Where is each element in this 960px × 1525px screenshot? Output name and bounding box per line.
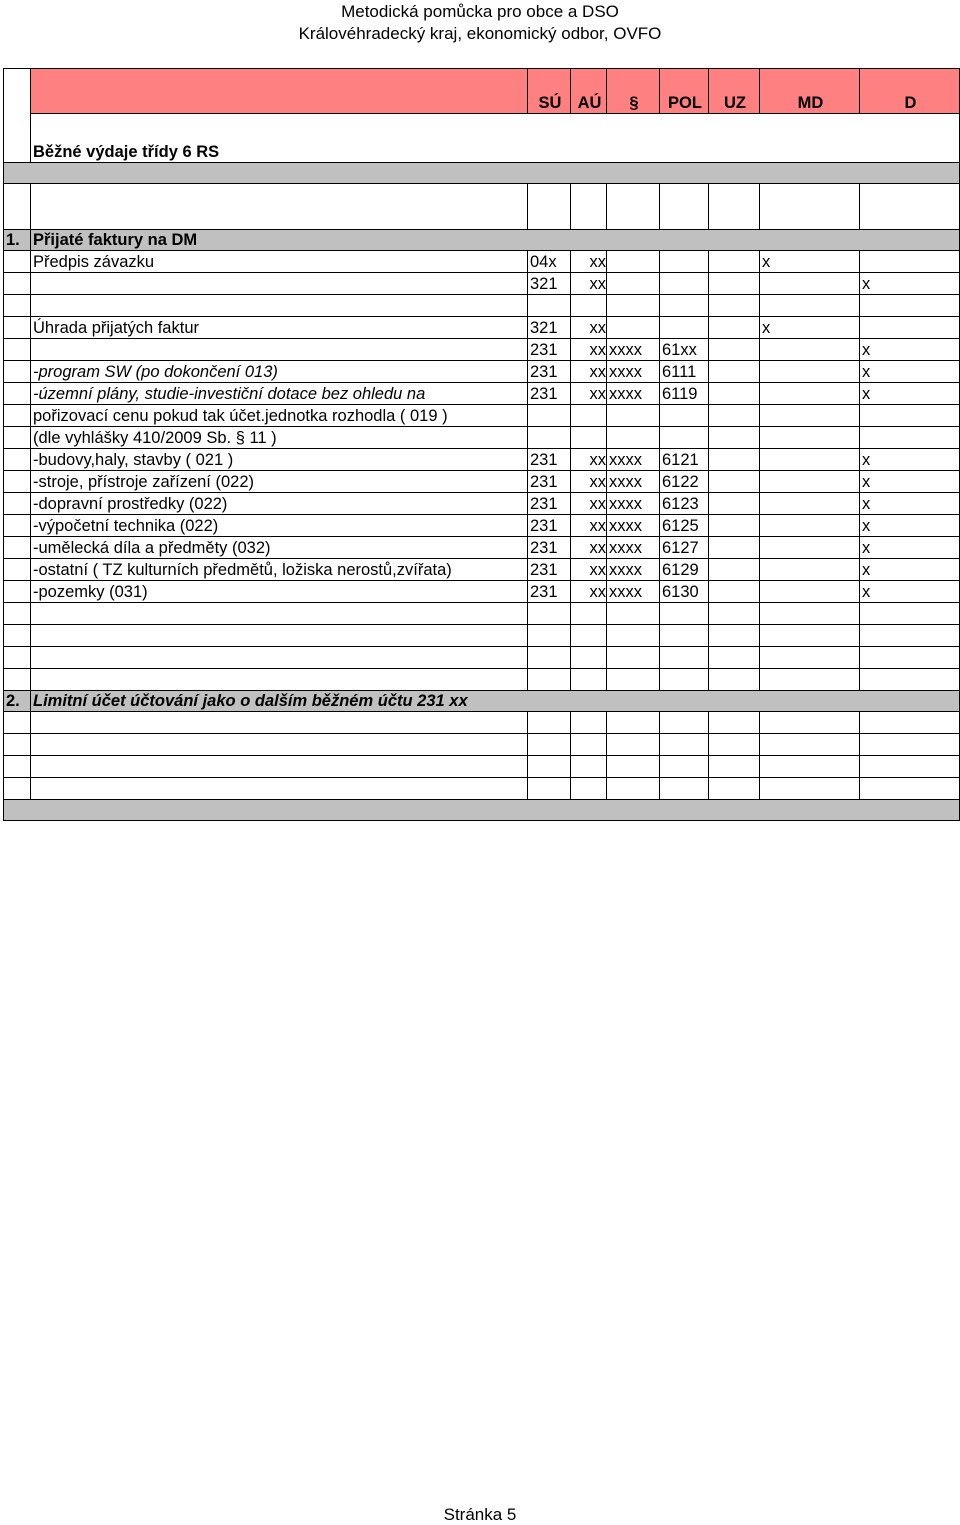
row-text: -dopravní prostředky (022) — [31, 493, 528, 515]
cell-pol — [660, 405, 709, 427]
cell-d — [860, 427, 960, 449]
cell-paragraf: xxxx — [607, 515, 660, 537]
cell-paragraf: xxxx — [607, 537, 660, 559]
cell-su: 231 — [528, 471, 571, 493]
cell-uz — [709, 603, 760, 625]
gray-footer-row — [4, 800, 960, 821]
table-row — [4, 712, 960, 734]
section1-number: 1. — [4, 230, 31, 251]
cell-su: 231 — [528, 559, 571, 581]
cell-d: x — [860, 449, 960, 471]
cell-paragraf — [607, 603, 660, 625]
row-number-cell — [4, 493, 31, 515]
cell-d — [860, 405, 960, 427]
cell-au: xx — [571, 515, 607, 537]
cell-paragraf: xxxx — [607, 339, 660, 361]
cell-md: x — [760, 317, 860, 339]
table-row — [4, 669, 960, 691]
row-number-cell — [4, 361, 31, 383]
row-number-cell — [4, 449, 31, 471]
row-number-cell — [4, 383, 31, 405]
cell-au — [571, 647, 607, 669]
cell-md — [760, 427, 860, 449]
cell-au: xx — [571, 537, 607, 559]
row-text — [31, 647, 528, 669]
cell-md — [760, 383, 860, 405]
cell-md — [760, 493, 860, 515]
cell-su — [528, 669, 571, 691]
cell-md — [760, 405, 860, 427]
cell-su: 231 — [528, 493, 571, 515]
cell-paragraf — [607, 427, 660, 449]
cell-au: xx — [571, 471, 607, 493]
gray-separator — [4, 163, 960, 184]
table-row — [4, 778, 960, 800]
blank-cell — [31, 712, 528, 734]
cell-pol: 6119 — [660, 383, 709, 405]
blank-cell — [760, 184, 860, 230]
table-row — [4, 295, 960, 317]
table-row — [4, 603, 960, 625]
cell-au — [571, 625, 607, 647]
cell-d: x — [860, 383, 960, 405]
blank-cell — [709, 734, 760, 756]
cell-paragraf: xxxx — [607, 581, 660, 603]
row-text — [31, 603, 528, 625]
blank-cell — [760, 712, 860, 734]
cell-su: 231 — [528, 383, 571, 405]
row-text — [31, 625, 528, 647]
header-blank — [31, 69, 528, 114]
table-row — [4, 361, 960, 383]
row-text: pořizovací cenu pokud tak účet.jednotka rozhodla ( 019 ) — [31, 405, 528, 427]
cell-pol: 6121 — [660, 449, 709, 471]
blank-cell — [860, 712, 960, 734]
cell-d: x — [860, 515, 960, 537]
cell-su — [528, 405, 571, 427]
blank-cell — [709, 712, 760, 734]
cell-md — [760, 537, 860, 559]
row-text: -budovy,haly, stavby ( 021 ) — [31, 449, 528, 471]
cell-uz — [709, 493, 760, 515]
accounting-table — [3, 68, 960, 821]
cell-paragraf — [607, 251, 660, 273]
cell-pol: 6125 — [660, 515, 709, 537]
cell-d: x — [860, 493, 960, 515]
gray-footer — [4, 800, 960, 821]
cell-uz — [709, 405, 760, 427]
cell-paragraf — [607, 273, 660, 295]
table-row — [4, 734, 960, 756]
blank-cell — [571, 712, 607, 734]
cell-uz — [709, 581, 760, 603]
section1-row — [4, 230, 960, 251]
cell-au: xx — [571, 449, 607, 471]
cell-paragraf — [607, 317, 660, 339]
blank-cell — [4, 756, 31, 778]
cell-uz — [709, 559, 760, 581]
row-number-cell — [4, 471, 31, 493]
page-footer: Stránka 5 — [443, 1505, 517, 1524]
cell-uz — [709, 251, 760, 273]
blank-cell — [528, 712, 571, 734]
cell-paragraf: xxxx — [607, 471, 660, 493]
blank-cell — [660, 712, 709, 734]
section2-label: Limitní účet účtování jako o dalším běžném účtu 231 xx — [31, 691, 960, 712]
table-row — [4, 581, 960, 603]
row-text: Úhrada přijatých faktur — [31, 317, 528, 339]
table-row — [4, 273, 960, 295]
cell-paragraf — [607, 405, 660, 427]
blank-cell — [860, 734, 960, 756]
cell-pol — [660, 273, 709, 295]
cell-uz — [709, 669, 760, 691]
cell-pol — [660, 647, 709, 669]
cell-pol — [660, 317, 709, 339]
blank-cell — [571, 778, 607, 800]
blank-cell — [31, 184, 528, 230]
row-text — [31, 669, 528, 691]
cell-paragraf: xxxx — [607, 493, 660, 515]
cell-md — [760, 361, 860, 383]
cell-uz — [709, 361, 760, 383]
cell-su — [528, 647, 571, 669]
cell-su — [528, 603, 571, 625]
cell-paragraf — [607, 295, 660, 317]
cell-au: xx — [571, 559, 607, 581]
cell-uz — [709, 273, 760, 295]
blank-cell — [528, 184, 571, 230]
cell-au: xx — [571, 361, 607, 383]
section2-number: 2. — [4, 691, 31, 712]
cell-uz — [709, 317, 760, 339]
cell-d — [860, 251, 960, 273]
doc-header-line1: Metodická pomůcka pro obce a DSO — [341, 2, 619, 21]
table-row — [4, 405, 960, 427]
corner-cell — [4, 69, 31, 163]
row-text: -stroje, přístroje zařízení (022) — [31, 471, 528, 493]
cell-d: x — [860, 537, 960, 559]
cell-pol: 6127 — [660, 537, 709, 559]
blank-cell — [660, 184, 709, 230]
cell-uz — [709, 427, 760, 449]
blank-cell — [709, 184, 760, 230]
blank-cell — [660, 756, 709, 778]
blank-cell — [760, 756, 860, 778]
blank-row — [4, 184, 960, 230]
table-row — [4, 317, 960, 339]
row-number-cell — [4, 339, 31, 361]
row-number-cell — [4, 669, 31, 691]
cell-su — [528, 295, 571, 317]
row-number-cell — [4, 515, 31, 537]
table-row — [4, 383, 960, 405]
cell-d — [860, 295, 960, 317]
blank-cell — [4, 712, 31, 734]
cell-d: x — [860, 581, 960, 603]
cell-paragraf: xxxx — [607, 449, 660, 471]
row-number-cell — [4, 647, 31, 669]
cell-pol — [660, 669, 709, 691]
cell-su: 231 — [528, 339, 571, 361]
row-number-cell — [4, 273, 31, 295]
row-text: -ostatní ( TZ kulturních předmětů, ložiska nerostů,zvířata) — [31, 559, 528, 581]
cell-su: 04x — [528, 251, 571, 273]
doc-header-line2: Královéhradecký kraj, ekonomický odbor, OVFO — [298, 24, 662, 43]
cell-pol: 6123 — [660, 493, 709, 515]
cell-d — [860, 647, 960, 669]
cell-d — [860, 625, 960, 647]
blank-cell — [4, 734, 31, 756]
row-text: -program SW (po dokončení 013) — [31, 361, 528, 383]
cell-md — [760, 603, 860, 625]
cell-uz — [709, 537, 760, 559]
table-row — [4, 515, 960, 537]
cell-md: x — [760, 251, 860, 273]
row-number-cell — [4, 251, 31, 273]
blank-cell — [571, 734, 607, 756]
cell-d: x — [860, 471, 960, 493]
cell-d: x — [860, 273, 960, 295]
col-au: AÚ — [571, 69, 607, 114]
table-row — [4, 493, 960, 515]
blank-cell — [528, 778, 571, 800]
cell-au: xx — [571, 339, 607, 361]
blank-cell — [607, 756, 660, 778]
row-number-cell — [4, 581, 31, 603]
cell-pol: 61xx — [660, 339, 709, 361]
header-row — [4, 69, 960, 114]
gray-separator-row — [4, 163, 960, 184]
cell-md — [760, 647, 860, 669]
cell-paragraf — [607, 647, 660, 669]
cell-au — [571, 295, 607, 317]
cell-uz — [709, 625, 760, 647]
cell-md — [760, 295, 860, 317]
cell-uz — [709, 339, 760, 361]
cell-su: 321 — [528, 273, 571, 295]
table-row — [4, 471, 960, 493]
table-row — [4, 559, 960, 581]
cell-md — [760, 515, 860, 537]
cell-uz — [709, 383, 760, 405]
blank-cell — [607, 184, 660, 230]
blank-cell — [709, 756, 760, 778]
title-row — [4, 114, 960, 163]
cell-su: 231 — [528, 449, 571, 471]
cell-md — [760, 581, 860, 603]
row-text: -výpočetní technika (022) — [31, 515, 528, 537]
cell-pol: 6129 — [660, 559, 709, 581]
cell-su — [528, 625, 571, 647]
cell-pol: 6130 — [660, 581, 709, 603]
row-number-cell — [4, 405, 31, 427]
cell-au: xx — [571, 581, 607, 603]
table-row — [4, 427, 960, 449]
row-number-cell — [4, 603, 31, 625]
cell-paragraf: xxxx — [607, 559, 660, 581]
cell-pol — [660, 295, 709, 317]
row-number-cell — [4, 537, 31, 559]
cell-uz — [709, 449, 760, 471]
col-su: SÚ — [528, 69, 571, 114]
table-row — [4, 339, 960, 361]
cell-md — [760, 559, 860, 581]
cell-paragraf — [607, 669, 660, 691]
blank-cell — [660, 734, 709, 756]
col-md: MD — [760, 69, 860, 114]
cell-d: x — [860, 361, 960, 383]
cell-au — [571, 405, 607, 427]
blank-cell — [528, 734, 571, 756]
cell-su: 231 — [528, 361, 571, 383]
cell-uz — [709, 515, 760, 537]
blank-cell — [31, 734, 528, 756]
row-number-cell — [4, 625, 31, 647]
cell-su: 231 — [528, 515, 571, 537]
cell-su: 231 — [528, 581, 571, 603]
row-text: -pozemky (031) — [31, 581, 528, 603]
cell-pol — [660, 251, 709, 273]
row-number-cell — [4, 427, 31, 449]
cell-pol — [660, 427, 709, 449]
blank-cell — [760, 734, 860, 756]
cell-au: xx — [571, 273, 607, 295]
blank-cell — [760, 778, 860, 800]
blank-cell — [660, 778, 709, 800]
cell-d: x — [860, 339, 960, 361]
blank-cell — [860, 778, 960, 800]
cell-md — [760, 449, 860, 471]
cell-md — [760, 273, 860, 295]
row-number-cell — [4, 559, 31, 581]
cell-au: xx — [571, 493, 607, 515]
cell-su — [528, 427, 571, 449]
cell-d: x — [860, 559, 960, 581]
blank-cell — [528, 756, 571, 778]
cell-paragraf — [607, 625, 660, 647]
blank-cell — [31, 778, 528, 800]
cell-pol: 6122 — [660, 471, 709, 493]
blank-cell — [860, 184, 960, 230]
section1-label: Přijaté faktury na DM — [31, 230, 960, 251]
row-text: Předpis závazku — [31, 251, 528, 273]
cell-au — [571, 669, 607, 691]
cell-au — [571, 427, 607, 449]
col-pol: POL — [660, 69, 709, 114]
cell-pol — [660, 625, 709, 647]
row-text — [31, 339, 528, 361]
cell-au — [571, 603, 607, 625]
blank-cell — [709, 778, 760, 800]
blank-cell — [4, 778, 31, 800]
cell-md — [760, 339, 860, 361]
cell-au: xx — [571, 317, 607, 339]
blank-cell — [4, 184, 31, 230]
section2-row — [4, 691, 960, 712]
cell-uz — [709, 471, 760, 493]
table-row — [4, 251, 960, 273]
cell-md — [760, 669, 860, 691]
cell-su: 321 — [528, 317, 571, 339]
row-text — [31, 273, 528, 295]
col-d: D — [860, 69, 960, 114]
cell-au: xx — [571, 383, 607, 405]
table-row — [4, 647, 960, 669]
table-row — [4, 537, 960, 559]
cell-au: xx — [571, 251, 607, 273]
blank-cell — [607, 778, 660, 800]
cell-d — [860, 317, 960, 339]
row-number-cell — [4, 295, 31, 317]
table-row — [4, 449, 960, 471]
cell-pol — [660, 603, 709, 625]
blank-cell — [571, 756, 607, 778]
cell-d — [860, 603, 960, 625]
row-text — [31, 295, 528, 317]
cell-d — [860, 669, 960, 691]
table-title: Běžné výdaje třídy 6 RS — [31, 114, 960, 163]
row-number-cell — [4, 317, 31, 339]
row-text: -umělecká díla a předměty (032) — [31, 537, 528, 559]
cell-uz — [709, 647, 760, 669]
blank-cell — [607, 712, 660, 734]
cell-md — [760, 625, 860, 647]
table-row — [4, 756, 960, 778]
col-uz: UZ — [709, 69, 760, 114]
blank-cell — [607, 734, 660, 756]
cell-uz — [709, 295, 760, 317]
blank-cell — [860, 756, 960, 778]
blank-cell — [31, 756, 528, 778]
cell-pol: 6111 — [660, 361, 709, 383]
row-text: (dle vyhlášky 410/2009 Sb. § 11 ) — [31, 427, 528, 449]
blank-cell — [571, 184, 607, 230]
cell-su: 231 — [528, 537, 571, 559]
cell-md — [760, 471, 860, 493]
col-paragraf: § — [607, 69, 660, 114]
cell-paragraf: xxxx — [607, 383, 660, 405]
cell-paragraf: xxxx — [607, 361, 660, 383]
table-row — [4, 625, 960, 647]
row-text: -územní plány, studie-investiční dotace bez ohledu na — [31, 383, 528, 405]
